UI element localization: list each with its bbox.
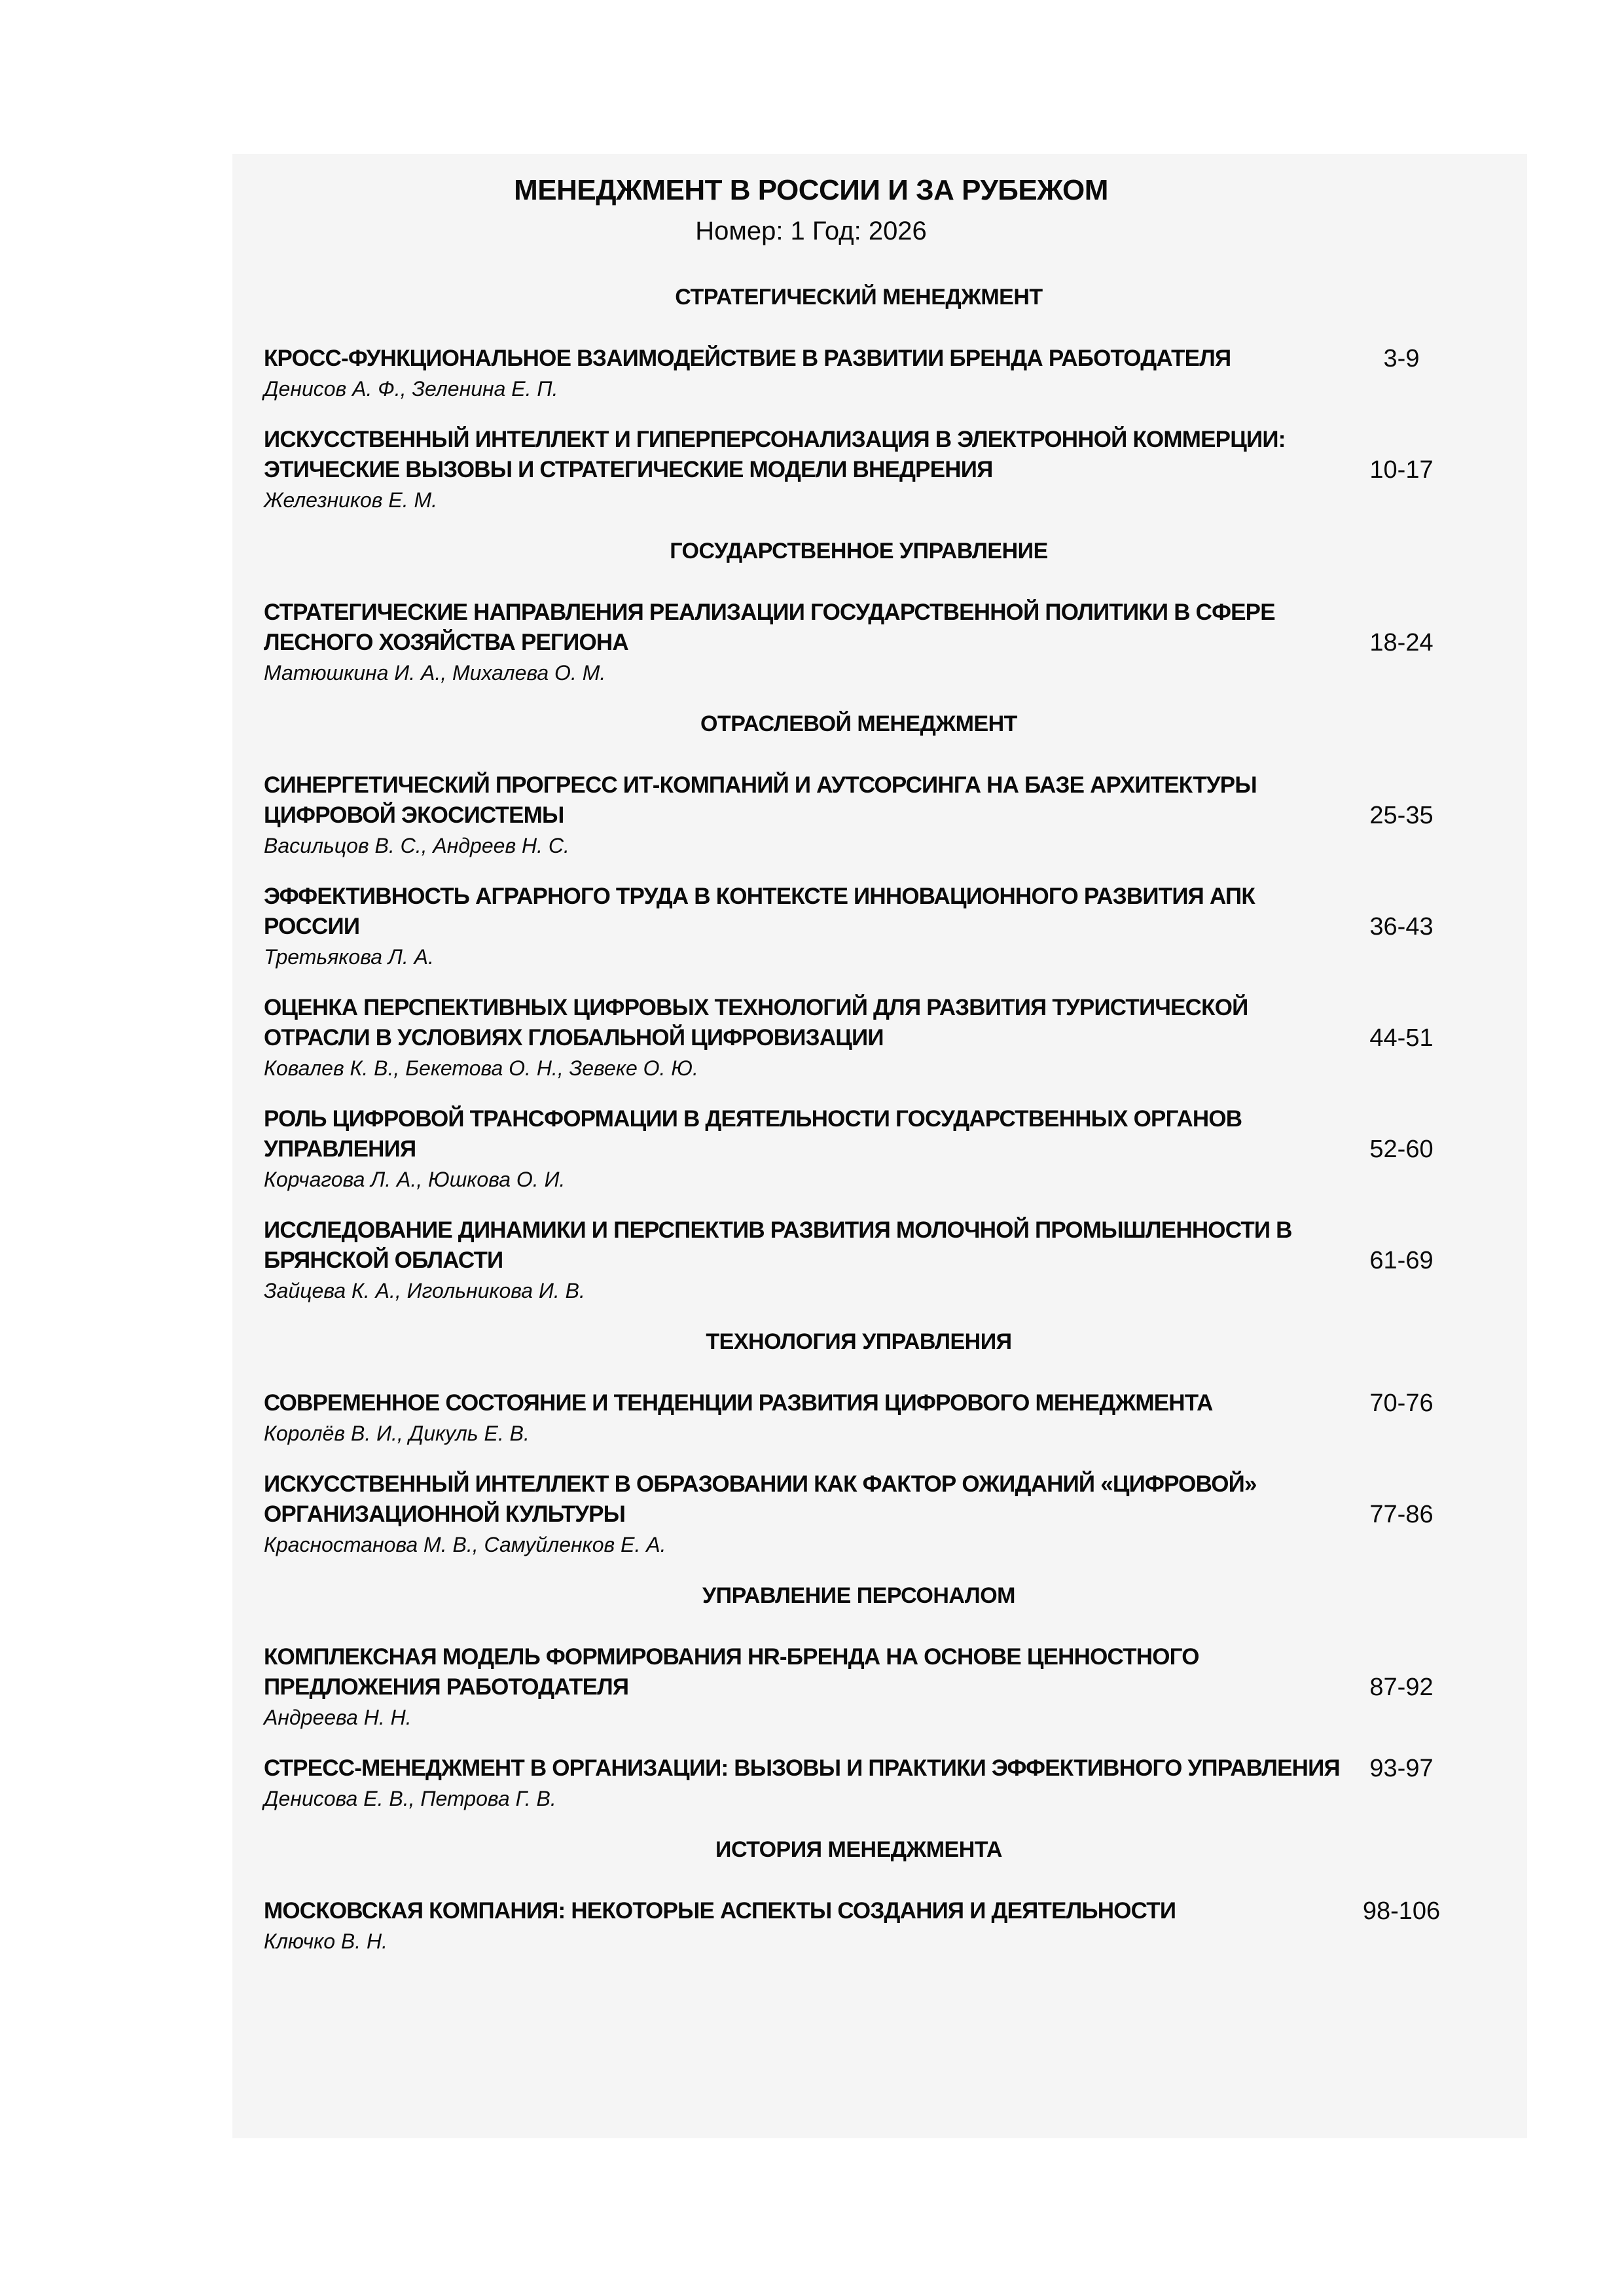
article-title: КОМПЛЕКСНАЯ МОДЕЛЬ ФОРМИРОВАНИЯ HR-БРЕНДА НА ОСНОВЕ ЦЕННОСТНОГО ПРЕДЛОЖЕНИЯ РАБОТОДАТЕЛЯ xyxy=(264,1644,1199,1700)
toc-article-row xyxy=(264,882,1454,972)
article-authors: Андреева Н. Н. xyxy=(264,1706,412,1729)
article-title: СОВРЕМЕННОЕ СОСТОЯНИЕ И ТЕНДЕНЦИИ РАЗВИТИЯ ЦИФРОВОГО МЕНЕДЖМЕНТА xyxy=(264,1390,1213,1416)
article-authors: Корчагова Л. А., Юшкова О. И. xyxy=(264,1168,566,1191)
article-authors: Васильцов В. С., Андреев Н. С. xyxy=(264,834,569,857)
section-heading: ИСТОРИЯ МЕНЕДЖМЕНТА xyxy=(715,1837,1002,1862)
article-title: СТРАТЕГИЧЕСКИЕ НАПРАВЛЕНИЯ РЕАЛИЗАЦИИ ГОСУДАРСТВЕННОЙ ПОЛИТИКИ В СФЕРЕ ЛЕСНОГО ХОЗЯЙСТВА РЕГИОНА xyxy=(264,600,1275,655)
article-page-range: 70-76 xyxy=(1369,1390,1434,1417)
toc-article-row xyxy=(264,770,1454,861)
article-authors: Зайцева К. А., Игольникова И. В. xyxy=(264,1279,585,1302)
article-authors: Денисов А. Ф., Зеленина Е. П. xyxy=(264,377,558,401)
article-title: СТРЕСС-МЕНЕДЖМЕНТ В ОРГАНИЗАЦИИ: ВЫЗОВЫ И ПРАКТИКИ ЭФФЕКТИВНОГО УПРАВЛЕНИЯ xyxy=(264,1755,1340,1781)
toc-article-row xyxy=(264,1469,1454,1560)
article-title-row xyxy=(264,598,1454,658)
toc-sheet xyxy=(232,154,1527,2138)
article-title-row xyxy=(264,425,1454,485)
toc-article-row xyxy=(264,425,1454,515)
article-page-range: 10-17 xyxy=(1369,456,1434,484)
article-title: РОЛЬ ЦИФРОВОЙ ТРАНСФОРМАЦИИ В ДЕЯТЕЛЬНОСТИ ГОСУДАРСТВЕННЫХ ОРГАНОВ УПРАВЛЕНИЯ xyxy=(264,1106,1242,1162)
article-authors: Матюшкина И. А., Михалева О. М. xyxy=(264,661,606,685)
article-page-range: 44-51 xyxy=(1369,1024,1434,1052)
journal-title: МЕНЕДЖМЕНТ В РОССИИ И ЗА РУБЕЖОМ xyxy=(514,174,1108,206)
article-title: МОСКОВСКАЯ КОМПАНИЯ: НЕКОТОРЫЕ АСПЕКТЫ СОЗДАНИЯ И ДЕЯТЕЛЬНОСТИ xyxy=(264,1898,1176,1924)
toc-article-row xyxy=(264,1896,1454,1956)
article-page-range: 18-24 xyxy=(1369,629,1434,656)
article-title: КРОСС-ФУНКЦИОНАЛЬНОЕ ВЗАИМОДЕЙСТВИЕ В РАЗВИТИИ БРЕНДА РАБОТОДАТЕЛЯ xyxy=(264,346,1231,371)
toc-article-row xyxy=(264,1104,1454,1194)
toc-section xyxy=(264,282,1454,515)
article-title-row xyxy=(264,1896,1454,1926)
toc-section xyxy=(264,1581,1454,1814)
article-authors: Ковалев К. В., Бекетова О. Н., Зевеке О. Ю. xyxy=(264,1056,698,1080)
section-heading: СТРАТЕГИЧЕСКИЙ МЕНЕДЖМЕНТ xyxy=(675,285,1043,310)
article-title: СИНЕРГЕТИЧЕСКИЙ ПРОГРЕСС ИТ-КОМПАНИЙ И АУТСОРСИНГА НА БАЗЕ АРХИТЕКТУРЫ ЦИФРОВОЙ ЭКОСИСТЕМЫ xyxy=(264,772,1257,828)
article-title-row xyxy=(264,1104,1454,1164)
article-page-range: 93-97 xyxy=(1369,1755,1434,1782)
section-heading: ТЕХНОЛОГИЯ УПРАВЛЕНИЯ xyxy=(706,1329,1012,1354)
article-page-range: 52-60 xyxy=(1369,1136,1434,1163)
article-authors: Королёв В. И., Дикуль Е. В. xyxy=(264,1422,530,1445)
toc-article-row xyxy=(264,993,1454,1083)
toc-section xyxy=(264,1835,1454,1956)
article-authors: Железников Е. М. xyxy=(264,488,438,512)
article-title-row xyxy=(264,344,1454,374)
toc-article-row xyxy=(264,598,1454,688)
article-authors: Денисова Е. В., Петрова Г. В. xyxy=(264,1787,556,1810)
issue-info: Номер: 1 Год: 2026 xyxy=(695,217,927,245)
article-page-range: 25-35 xyxy=(1369,802,1434,829)
toc-article-row xyxy=(264,1753,1454,1814)
article-authors: Красностанова М. В., Самуйленков Е. А. xyxy=(264,1533,666,1556)
toc-article-row xyxy=(264,1215,1454,1306)
toc-list xyxy=(264,282,1454,1956)
toc-section xyxy=(264,536,1454,688)
toc-article-row xyxy=(264,1642,1454,1732)
toc-section xyxy=(264,709,1454,1306)
article-page-range: 36-43 xyxy=(1369,913,1434,941)
article-title-row xyxy=(264,1215,1454,1276)
article-authors: Третьякова Л. А. xyxy=(264,945,434,969)
article-title: ИССЛЕДОВАНИЕ ДИНАМИКИ И ПЕРСПЕКТИВ РАЗВИТИЯ МОЛОЧНОЙ ПРОМЫШЛЕННОСТИ В БРЯНСКОЙ ОБЛАСТИ xyxy=(264,1217,1292,1273)
article-title-row xyxy=(264,1388,1454,1418)
section-heading: УПРАВЛЕНИЕ ПЕРСОНАЛОМ xyxy=(702,1583,1015,1608)
article-page-range: 3-9 xyxy=(1383,345,1420,372)
toc-article-row xyxy=(264,1388,1454,1448)
article-page-range: 98-106 xyxy=(1362,1897,1441,1925)
article-title-row xyxy=(264,993,1454,1053)
article-page-range: 87-92 xyxy=(1369,1674,1434,1701)
article-title-row xyxy=(264,1642,1454,1702)
toc-section xyxy=(264,1327,1454,1560)
article-title-row xyxy=(264,770,1454,831)
article-title-row xyxy=(264,1753,1454,1784)
article-page-range: 61-69 xyxy=(1369,1247,1434,1274)
article-title: ЭФФЕКТИВНОСТЬ АГРАРНОГО ТРУДА В КОНТЕКСТЕ ИННОВАЦИОННОГО РАЗВИТИЯ АПК РОССИИ xyxy=(264,884,1255,939)
article-page-range: 77-86 xyxy=(1369,1501,1434,1528)
article-title-row xyxy=(264,882,1454,942)
article-title: ОЦЕНКА ПЕРСПЕКТИВНЫХ ЦИФРОВЫХ ТЕХНОЛОГИЙ ДЛЯ РАЗВИТИЯ ТУРИСТИЧЕСКОЙ ОТРАСЛИ В УСЛОВИЯХ ГЛОБАЛЬНОЙ ЦИФРОВИЗАЦИИ xyxy=(264,995,1248,1050)
article-title-row xyxy=(264,1469,1454,1530)
toc-article-row xyxy=(264,344,1454,404)
section-heading: ОТРАСЛЕВОЙ МЕНЕДЖМЕНТ xyxy=(700,711,1017,736)
doc-header xyxy=(264,173,1454,248)
article-authors: Ключко В. Н. xyxy=(264,1929,388,1953)
article-title: ИСКУССТВЕННЫЙ ИНТЕЛЛЕКТ В ОБРАЗОВАНИИ КАК ФАКТОР ОЖИДАНИЙ «ЦИФРОВОЙ» ОРГАНИЗАЦИОННОЙ КУЛЬТУРЫ xyxy=(264,1471,1257,1527)
section-heading: ГОСУДАРСТВЕННОЕ УПРАВЛЕНИЕ xyxy=(670,539,1048,564)
article-title: ИСКУССТВЕННЫЙ ИНТЕЛЛЕКТ И ГИПЕРПЕРСОНАЛИЗАЦИЯ В ЭЛЕКТРОННОЙ КОММЕРЦИИ: ЭТИЧЕСКИЕ ВЫЗОВЫ И СТРАТЕГИЧЕСКИЕ МОДЕЛИ ВНЕДРЕНИЯ xyxy=(264,427,1286,482)
